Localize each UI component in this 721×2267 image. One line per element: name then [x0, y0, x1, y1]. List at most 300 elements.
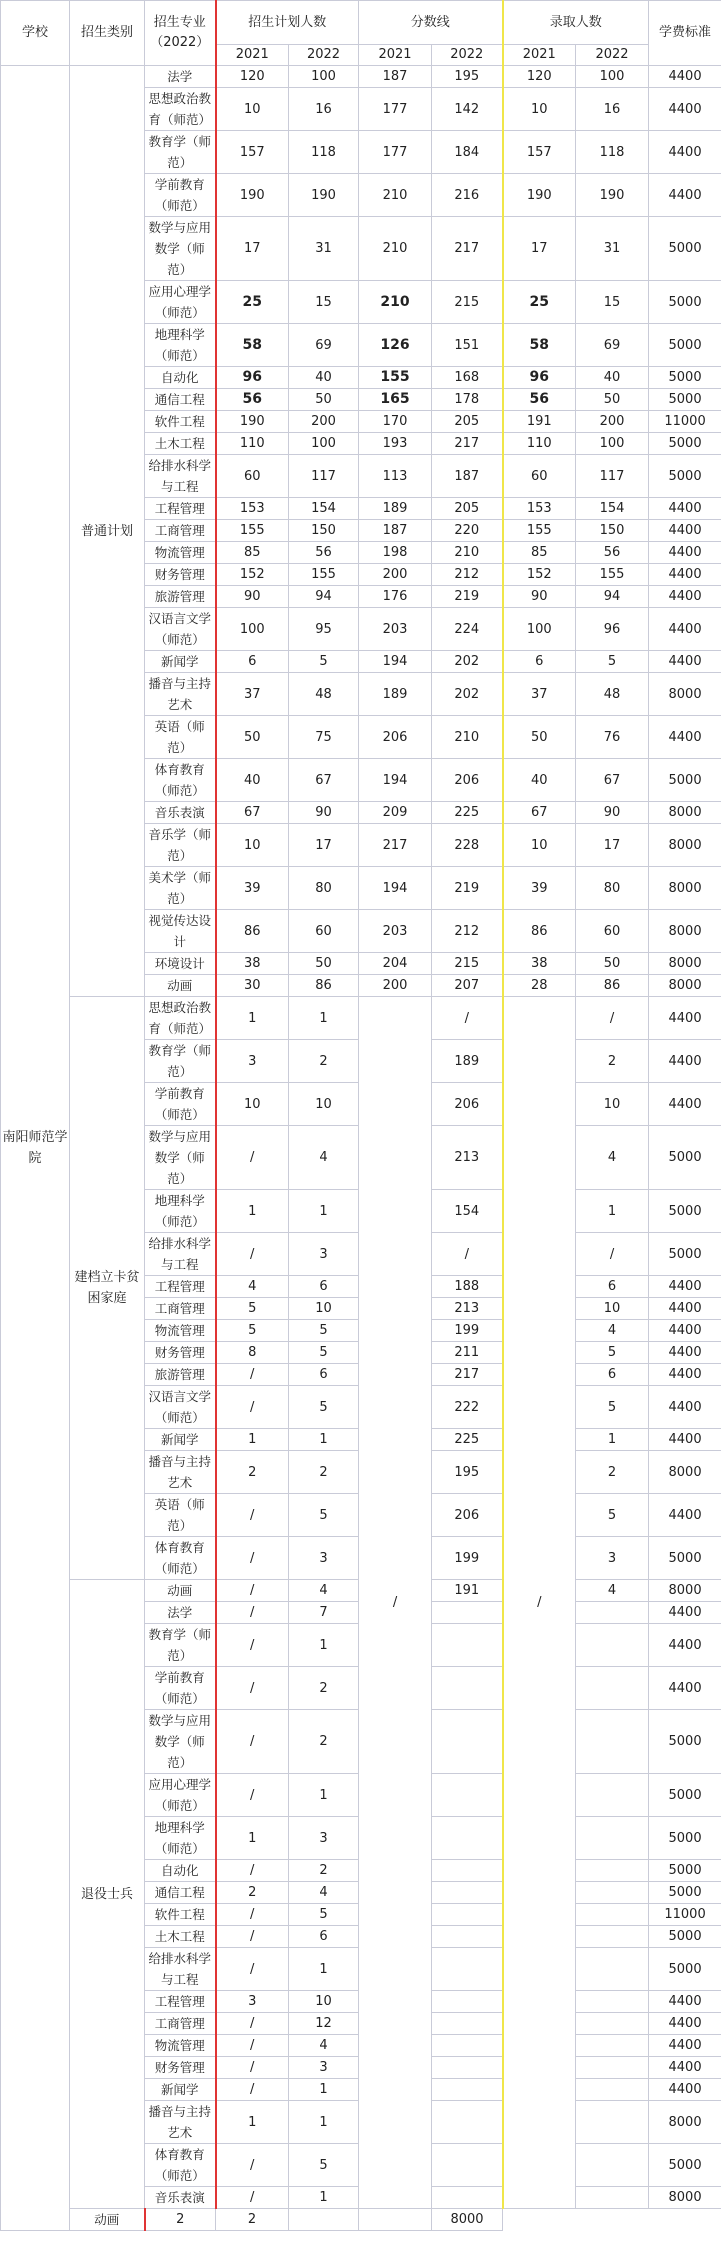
score-2022-cell: 184 [432, 131, 503, 174]
plan-2022-cell: 100 [289, 66, 359, 88]
major-cell: 汉语言文学（师范） [145, 608, 216, 651]
plan-2021-cell: 3 [216, 1991, 289, 2013]
admit-2021-cell: 110 [503, 433, 576, 455]
major-cell: 汉语言文学（师范） [145, 1386, 216, 1429]
major-cell: 美术学（师范） [145, 867, 216, 910]
major-cell: 音乐表演 [145, 2187, 216, 2209]
score-2021-cell: 203 [359, 608, 432, 651]
fee-cell: 5000 [649, 1126, 721, 1190]
score-2022-cell: 213 [432, 1126, 503, 1190]
admit-2022-cell [576, 1624, 649, 1667]
plan-2022-cell: 200 [289, 411, 359, 433]
plan-2021-cell: / [216, 1386, 289, 1429]
score-2022-cell [432, 1710, 503, 1774]
score-2021-cell: 210 [359, 174, 432, 217]
score-2022-cell: 219 [432, 586, 503, 608]
fee-cell: 5000 [649, 2144, 721, 2187]
plan-2022-cell: 60 [289, 910, 359, 953]
admit-2022-cell: 190 [576, 174, 649, 217]
score-2021-cell: 177 [359, 88, 432, 131]
plan-2021-cell: 96 [216, 367, 289, 389]
admit-2022-cell: 5 [576, 1494, 649, 1537]
admit-2022-cell: 100 [576, 433, 649, 455]
plan-2022-cell: 31 [289, 217, 359, 281]
fee-cell: 4400 [649, 1429, 721, 1451]
score-2021-cell: 210 [359, 217, 432, 281]
plan-2021-cell: 37 [216, 673, 289, 716]
score-2022-cell [432, 1860, 503, 1882]
major-cell: 给排水科学与工程 [145, 1948, 216, 1991]
plan-2021-cell: 10 [216, 1083, 289, 1126]
plan-2022-cell: 3 [289, 1233, 359, 1276]
admit-2021-cell: 191 [503, 411, 576, 433]
admit-2021-cell: 6 [503, 651, 576, 673]
admit-2021-cell: 38 [503, 953, 576, 975]
fee-cell: 5000 [649, 1233, 721, 1276]
fee-cell: 5000 [649, 1710, 721, 1774]
major-cell: 物流管理 [145, 1320, 216, 1342]
plan-2021-cell: / [216, 1537, 289, 1580]
plan-2022-cell: 1 [289, 1624, 359, 1667]
plan-2022-cell: 1 [289, 2101, 359, 2144]
score-2022-cell: 202 [432, 673, 503, 716]
score-2022-cell: 217 [432, 1364, 503, 1386]
plan-2021-cell: 38 [216, 953, 289, 975]
major-cell: 旅游管理 [145, 1364, 216, 1386]
major-cell: 应用心理学（师范） [145, 1774, 216, 1817]
fee-cell: 4400 [649, 2013, 721, 2035]
plan-2021-cell: / [216, 1494, 289, 1537]
plan-2021-cell: 120 [216, 66, 289, 88]
fee-cell: 8000 [649, 824, 721, 867]
fee-cell: 5000 [649, 281, 721, 324]
plan-2022-cell: 17 [289, 824, 359, 867]
score-2021-cell: 193 [359, 433, 432, 455]
admit-2022-cell [576, 1882, 649, 1904]
admit-2021-cell: 67 [503, 802, 576, 824]
major-cell: 新闻学 [145, 651, 216, 673]
plan-2021-cell: 4 [216, 1276, 289, 1298]
plan-2021-cell: 50 [216, 716, 289, 759]
fee-cell: 4400 [649, 1667, 721, 1710]
admit-2022-cell: 6 [576, 1276, 649, 1298]
admit-2022-cell: 1 [576, 1429, 649, 1451]
admit-2021-merged-cell: / [503, 997, 576, 2209]
plan-2022-cell: 56 [289, 542, 359, 564]
admit-2022-cell [576, 1991, 649, 2013]
plan-2021-cell: 1 [216, 1817, 289, 1860]
plan-2021-cell: 110 [216, 433, 289, 455]
score-2021-cell: 203 [359, 910, 432, 953]
fee-cell: 4400 [649, 542, 721, 564]
admit-2022-cell: 5 [576, 651, 649, 673]
plan-2022-cell: 5 [289, 1320, 359, 1342]
admit-2021-cell: 100 [503, 608, 576, 651]
fee-cell: 8000 [649, 802, 721, 824]
fee-cell: 4400 [649, 1342, 721, 1364]
major-cell: 工商管理 [145, 1298, 216, 1320]
plan-2021-cell: 1 [216, 997, 289, 1040]
admit-2021-cell: 17 [503, 217, 576, 281]
score-2022-cell: 187 [432, 455, 503, 498]
category-cell: 建档立卡贫困家庭 [70, 997, 145, 1580]
score-2021-cell: 200 [359, 564, 432, 586]
plan-2021-cell: / [216, 2144, 289, 2187]
header-major: 招生专业（2022） [145, 1, 216, 66]
plan-2022-cell: 117 [289, 455, 359, 498]
admit-2022-cell [576, 2057, 649, 2079]
plan-2022-cell: 16 [289, 88, 359, 131]
score-2022-cell: 195 [432, 1451, 503, 1494]
fee-cell: 8000 [649, 2187, 721, 2209]
header-admit-2022: 2022 [576, 45, 649, 66]
plan-2021-cell: 60 [216, 455, 289, 498]
score-2022-cell: 206 [432, 759, 503, 802]
fee-cell: 5000 [649, 455, 721, 498]
admit-2022-cell [576, 1667, 649, 1710]
plan-2021-cell: 40 [216, 759, 289, 802]
fee-cell: 5000 [649, 1882, 721, 1904]
major-cell: 新闻学 [145, 2079, 216, 2101]
score-2021-cell: 209 [359, 802, 432, 824]
plan-2021-cell: 30 [216, 975, 289, 997]
table-row [1, 997, 721, 1040]
score-2021-cell: 113 [359, 455, 432, 498]
admit-2022-cell: 4 [576, 1580, 649, 1602]
fee-cell: 5000 [649, 1817, 721, 1860]
plan-2022-cell: 5 [289, 1494, 359, 1537]
admit-2022-cell [576, 2101, 649, 2144]
major-cell: 工商管理 [145, 2013, 216, 2035]
admit-2021-cell: 155 [503, 520, 576, 542]
score-2021-cell: 200 [359, 975, 432, 997]
fee-cell: 5000 [649, 1537, 721, 1580]
admit-2021-cell: 152 [503, 564, 576, 586]
plan-2021-cell: / [216, 2057, 289, 2079]
admit-2022-cell: 80 [576, 867, 649, 910]
plan-2021-cell: 5 [216, 1298, 289, 1320]
score-2022-cell [432, 1926, 503, 1948]
admit-2021-cell: 60 [503, 455, 576, 498]
plan-2022-cell: 4 [289, 1580, 359, 1602]
fee-cell: 4400 [649, 608, 721, 651]
score-2022-cell: 168 [432, 367, 503, 389]
admit-2021-cell: 153 [503, 498, 576, 520]
major-cell: 物流管理 [145, 2035, 216, 2057]
score-2022-cell: 212 [432, 564, 503, 586]
plan-2021-cell: 153 [216, 498, 289, 520]
admit-2022-cell: 56 [576, 542, 649, 564]
score-2022-cell: 199 [432, 1320, 503, 1342]
major-cell: 数学与应用数学（师范） [145, 1126, 216, 1190]
plan-2022-cell: 67 [289, 759, 359, 802]
admit-2022-cell: 76 [576, 716, 649, 759]
plan-2022-cell: 5 [289, 1386, 359, 1429]
score-2022-cell: 206 [432, 1083, 503, 1126]
score-2022-cell [432, 2013, 503, 2035]
plan-2021-cell: 1 [216, 1429, 289, 1451]
major-cell: 土木工程 [145, 433, 216, 455]
admit-2022-cell: 10 [576, 1083, 649, 1126]
plan-2022-cell: 154 [289, 498, 359, 520]
score-2022-cell: / [432, 1233, 503, 1276]
admit-2022-cell [576, 2079, 649, 2101]
plan-2022-cell: 15 [289, 281, 359, 324]
fee-cell: 8000 [432, 2209, 503, 2231]
plan-2022-cell: 1 [289, 1190, 359, 1233]
plan-2022-cell: 1 [289, 1948, 359, 1991]
major-cell: 工商管理 [145, 520, 216, 542]
fee-cell: 4400 [649, 586, 721, 608]
score-2022-cell: 205 [432, 498, 503, 520]
admit-2022-cell [576, 2035, 649, 2057]
plan-2022-cell: 5 [289, 651, 359, 673]
category-cell: 普通计划 [70, 66, 145, 997]
major-cell: 动画 [145, 1580, 216, 1602]
plan-2021-cell: 157 [216, 131, 289, 174]
plan-2022-cell: 90 [289, 802, 359, 824]
fee-cell: 8000 [649, 2101, 721, 2144]
admit-2021-cell: 10 [503, 88, 576, 131]
plan-2022-cell: 2 [289, 1667, 359, 1710]
admit-2022-cell [576, 2013, 649, 2035]
admit-2022-cell: 48 [576, 673, 649, 716]
fee-cell: 5000 [649, 433, 721, 455]
admit-2021-cell: 85 [503, 542, 576, 564]
score-2022-cell: 212 [432, 910, 503, 953]
major-cell: 地理科学（师范） [145, 1817, 216, 1860]
fee-cell: 5000 [649, 1190, 721, 1233]
fee-cell: 4400 [649, 997, 721, 1040]
admit-2022-cell: 15 [576, 281, 649, 324]
score-2022-cell [432, 1948, 503, 1991]
score-2022-cell [432, 1667, 503, 1710]
plan-2021-cell: 39 [216, 867, 289, 910]
major-cell: 学前教育（师范） [145, 1667, 216, 1710]
plan-2021-cell: 85 [216, 542, 289, 564]
fee-cell: 5000 [649, 1860, 721, 1882]
admit-2022-cell: 31 [576, 217, 649, 281]
admit-2021-cell: 86 [503, 910, 576, 953]
header-score-2022: 2022 [432, 45, 503, 66]
fee-cell: 8000 [649, 1451, 721, 1494]
admit-2021-cell: 37 [503, 673, 576, 716]
plan-2021-cell: / [216, 1602, 289, 1624]
score-2021-cell: 176 [359, 586, 432, 608]
score-2021-cell: 194 [359, 867, 432, 910]
plan-2021-cell: / [216, 1667, 289, 1710]
plan-2022-cell: 4 [289, 1126, 359, 1190]
fee-cell: 4400 [649, 1320, 721, 1342]
table-body [1, 66, 721, 2231]
fee-cell: 4400 [649, 498, 721, 520]
score-2022-cell: 195 [432, 66, 503, 88]
score-2022-cell [432, 2144, 503, 2187]
admit-2022-cell [576, 1774, 649, 1817]
plan-2022-cell: 118 [289, 131, 359, 174]
major-cell: 财务管理 [145, 2057, 216, 2079]
score-2022-cell: 178 [432, 389, 503, 411]
major-cell: 旅游管理 [145, 586, 216, 608]
admit-2022-cell: 155 [576, 564, 649, 586]
admit-2022-cell [576, 1817, 649, 1860]
fee-cell: 4400 [649, 1083, 721, 1126]
score-2022-cell: 199 [432, 1537, 503, 1580]
admit-2022-cell: 67 [576, 759, 649, 802]
score-2022-cell [432, 1882, 503, 1904]
score-2021-cell: 194 [359, 759, 432, 802]
score-2022-cell [432, 2057, 503, 2079]
fee-cell: 4400 [649, 2057, 721, 2079]
admit-2022-cell [576, 1904, 649, 1926]
admit-2022-cell: 150 [576, 520, 649, 542]
admit-2022-cell: 40 [576, 367, 649, 389]
plan-2021-cell: 190 [216, 174, 289, 217]
admit-2022-cell: 5 [576, 1342, 649, 1364]
plan-2021-cell: 86 [216, 910, 289, 953]
score-2022-cell: 188 [432, 1276, 503, 1298]
major-cell: 英语（师范） [145, 716, 216, 759]
score-2022-cell: 225 [432, 1429, 503, 1451]
score-2022-cell [289, 2209, 359, 2231]
plan-2022-cell: 50 [289, 389, 359, 411]
fee-cell: 4400 [649, 564, 721, 586]
plan-2022-cell: 10 [289, 1298, 359, 1320]
score-2022-cell: 228 [432, 824, 503, 867]
plan-2022-cell: 1 [289, 997, 359, 1040]
fee-cell: 5000 [649, 1948, 721, 1991]
admit-2021-cell: 90 [503, 586, 576, 608]
plan-2021-cell: 17 [216, 217, 289, 281]
fee-cell: 5000 [649, 367, 721, 389]
major-cell: 工程管理 [145, 498, 216, 520]
admit-2021-cell: 58 [503, 324, 576, 367]
admit-2022-cell: 5 [576, 1386, 649, 1429]
plan-2021-cell: 90 [216, 586, 289, 608]
major-cell: 软件工程 [145, 1904, 216, 1926]
admit-2021-cell: 25 [503, 281, 576, 324]
header-row-1 [1, 1, 721, 45]
score-2022-cell: 213 [432, 1298, 503, 1320]
admit-2021-cell: 10 [503, 824, 576, 867]
plan-2021-cell: 6 [216, 651, 289, 673]
score-2021-cell: 187 [359, 66, 432, 88]
score-2022-cell [432, 2079, 503, 2101]
admit-2021-cell: 40 [503, 759, 576, 802]
score-2021-cell: 126 [359, 324, 432, 367]
score-2022-cell: 206 [432, 1494, 503, 1537]
fee-cell: 4400 [649, 88, 721, 131]
fee-cell: 5000 [649, 759, 721, 802]
plan-2021-cell: 152 [216, 564, 289, 586]
admit-2022-cell [576, 2144, 649, 2187]
plan-2021-cell: 1 [216, 1190, 289, 1233]
fee-cell: 5000 [649, 324, 721, 367]
fee-cell: 4400 [649, 1602, 721, 1624]
plan-2021-cell: 2 [216, 1882, 289, 1904]
admit-2022-cell [359, 2209, 432, 2231]
fee-cell: 11000 [649, 1904, 721, 1926]
plan-2022-cell: 50 [289, 953, 359, 975]
plan-2022-cell: 1 [289, 1429, 359, 1451]
admit-2022-cell: 90 [576, 802, 649, 824]
major-cell: 音乐学（师范） [145, 824, 216, 867]
plan-2022-cell: 10 [289, 1083, 359, 1126]
score-2021-cell: 206 [359, 716, 432, 759]
major-cell: 学前教育（师范） [145, 1083, 216, 1126]
plan-2022-cell: 4 [289, 1882, 359, 1904]
plan-2021-cell: 2 [145, 2209, 216, 2231]
major-cell: 体育教育（师范） [145, 1537, 216, 1580]
fee-cell: 5000 [649, 389, 721, 411]
plan-2022-cell: 95 [289, 608, 359, 651]
major-cell: 播音与主持艺术 [145, 1451, 216, 1494]
score-2022-cell: 215 [432, 953, 503, 975]
plan-2021-cell: / [216, 1774, 289, 1817]
category-cell: 退役士兵 [70, 1580, 145, 2209]
fee-cell: 5000 [649, 1926, 721, 1948]
score-2022-cell: / [432, 997, 503, 1040]
plan-2021-cell: / [216, 1710, 289, 1774]
header-plan: 招生计划人数 [216, 1, 359, 45]
plan-2021-cell: 5 [216, 1320, 289, 1342]
fee-cell: 4400 [649, 520, 721, 542]
major-cell: 地理科学（师范） [145, 1190, 216, 1233]
score-2022-cell: 222 [432, 1386, 503, 1429]
admit-2022-cell: 118 [576, 131, 649, 174]
score-2022-cell: 215 [432, 281, 503, 324]
admit-2021-cell: 96 [503, 367, 576, 389]
score-2022-cell: 202 [432, 651, 503, 673]
major-cell: 新闻学 [145, 1429, 216, 1451]
fee-cell: 4400 [649, 66, 721, 88]
plan-2022-cell: 69 [289, 324, 359, 367]
header-school: 学校 [1, 1, 70, 66]
plan-2022-cell: 1 [289, 1774, 359, 1817]
score-2022-cell [432, 1904, 503, 1926]
score-2022-cell: 191 [432, 1580, 503, 1602]
table-row [1, 66, 721, 88]
plan-2021-cell: 1 [216, 2101, 289, 2144]
plan-2022-cell: 5 [289, 1904, 359, 1926]
score-2021-merged-cell: / [359, 997, 432, 2209]
major-cell: 教育学（师范） [145, 1624, 216, 1667]
plan-2021-cell: 8 [216, 1342, 289, 1364]
score-2022-cell: 219 [432, 867, 503, 910]
major-cell: 教育学（师范） [145, 131, 216, 174]
plan-2021-cell: / [216, 1926, 289, 1948]
score-2021-cell: 217 [359, 824, 432, 867]
score-2021-cell: 210 [359, 281, 432, 324]
admit-2022-cell: 50 [576, 389, 649, 411]
fee-cell: 8000 [649, 910, 721, 953]
plan-2022-cell: 7 [289, 1602, 359, 1624]
fee-cell: 4400 [649, 1494, 721, 1537]
score-2022-cell: 142 [432, 88, 503, 131]
plan-2022-cell: 75 [289, 716, 359, 759]
major-cell: 思想政治教育（师范） [145, 88, 216, 131]
fee-cell: 4400 [649, 1040, 721, 1083]
fee-cell: 8000 [649, 673, 721, 716]
plan-2022-cell: 94 [289, 586, 359, 608]
major-cell: 工程管理 [145, 1991, 216, 2013]
plan-2022-cell: 5 [289, 2144, 359, 2187]
plan-2021-cell: 10 [216, 824, 289, 867]
fee-cell: 4400 [649, 1298, 721, 1320]
plan-2022-cell: 5 [289, 1342, 359, 1364]
major-cell: 数学与应用数学（师范） [145, 217, 216, 281]
major-cell: 音乐表演 [145, 802, 216, 824]
